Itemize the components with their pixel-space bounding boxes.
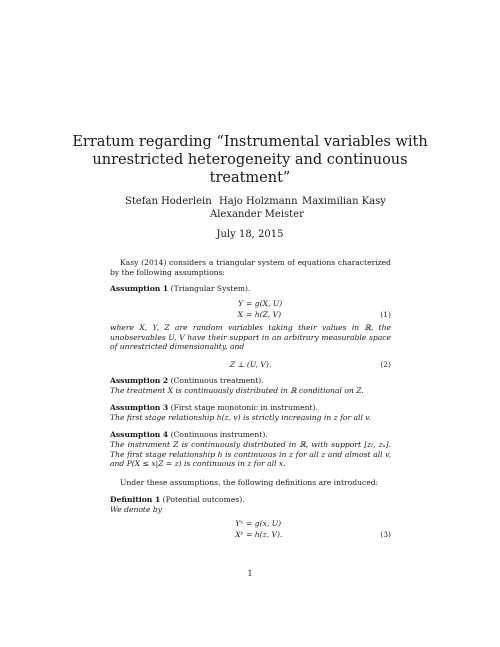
paper-date: July 18, 2015 [216,229,284,240]
assumption-3-heading: Assumption 3 (First stage monotonic in instrument). [110,403,318,412]
equation-potential-x: Xᶻ = h(z, V). (3) [235,530,391,539]
equation-number: (3) [380,530,391,539]
title-line-3: treatment” [209,170,291,186]
equation-x: X = h(Z, V) (1) [237,310,391,319]
definition-1-heading: Definition 1 (Potential outcomes). [110,495,245,504]
equation-potential-y: Yˣ = g(x, U) [235,519,282,528]
equation-independence: Z ⊥ (U, V). (2) [229,360,391,369]
equation-y: Y = g(X, U) [237,299,283,308]
assumption-3-text: The first stage relationship h(z, v) is strictly increasing in z for all v. [110,413,372,422]
paper-title [60,133,440,187]
author-name: Alexander Meister [210,209,304,220]
equation-number: (2) [380,360,391,369]
title-line-1: Erratum regarding “Instrumental variables with [72,134,428,150]
assumption-2-text: The treatment X is continuously distributed in ℝ conditional on Z. [110,386,364,395]
title-line-2: unrestricted heterogeneity and continuous [92,152,408,168]
assumption-4-heading: Assumption 4 (Continuous instrument). [110,430,268,439]
transition-paragraph: Under these assumptions, the following definitions are introduced: [120,478,379,487]
assumption-1-heading: Assumption 1 (Triangular System). [110,284,251,293]
page-number: 1 [247,569,253,578]
definition-1-text: We denote by [110,505,163,514]
assumption-4-text: The instrument Z is continuously distributed in ℝ, with support [zₗ, zᵤ]. The first stage relationship h is continuous in z for all z and almost all v, and P(X ≤ x|Z = z) is continuous in z for all x. [110,440,391,469]
author-name: Hajo Holzmann [219,196,298,207]
author-name: Stefan Hoderlein [125,196,212,207]
author-name: Maximilian Kasy [302,196,386,207]
intro-paragraph: Kasy (2014) considers a triangular system of equations characterized by the following assumptions: [110,258,391,277]
assumption-1-text: where X, Y, Z are random variables taking their values in ℝ, the unobservables U, V have their support in an arbitrary measurable space of unrestricted dimensionality, and [110,323,391,352]
assumption-2-heading: Assumption 2 (Continuous treatment). [110,376,264,385]
equation-number: (1) [380,310,391,319]
